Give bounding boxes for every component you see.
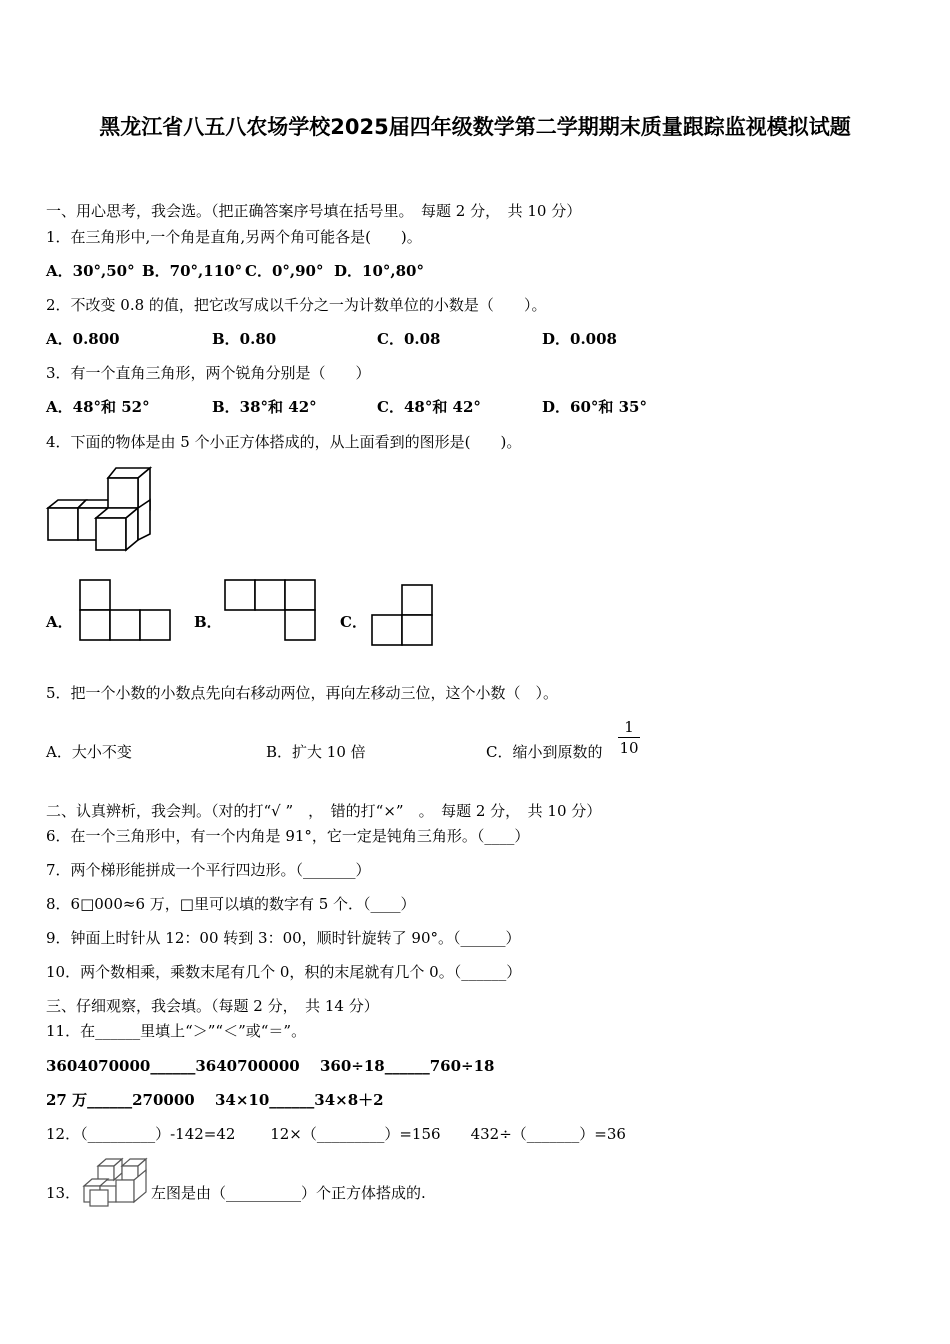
question-8: 8．6□000≈6 万，□里可以填的数字有 5 个．（____） [46,895,416,913]
question-7: 7．两个梯形能拼成一个平行四边形。（_______） [46,861,371,879]
question-12: 12．（_________）-142=42 12×（_________）=156 432÷（_______）=36 [46,1125,626,1143]
q4-option-c: C． [340,613,367,631]
q4-option-a-figure [78,578,172,642]
question-13-text: 左图是由（__________）个正方体搭成的. [151,1184,426,1202]
q5-option-b: B．扩大 10 倍 [266,743,366,761]
q1-option-c: C．0°,90° [245,262,324,280]
section-3-heading: 三、仔细观察，我会填。（每题 2 分， 共 14 分） [46,997,379,1015]
q1-option-b: B．70°,110° [142,262,243,280]
q5-option-a: A．大小不变 [46,743,132,761]
q1-option-d: D．10°,80° [334,262,424,280]
q4-option-b-figure [223,578,319,642]
question-5-stem: 5．把一个小数的小数点先向右移动两位，再向左移动三位，这个小数（ ）。 [46,684,559,702]
q3-option-a: A．48°和 52° [46,398,150,416]
q2-option-b: B．0.80 [212,330,277,348]
fraction-numerator: 1 [624,718,634,736]
question-2-stem: 2．不改变 0.8 的值，把它改写成以千分之一为计数单位的小数是（ ）。 [46,296,547,314]
fraction-denominator: 10 [619,739,639,757]
q2-option-a: A．0.800 [46,330,120,348]
question-3-stem: 3．有一个直角三角形，两个锐角分别是（ ） [46,364,371,382]
question-11-stem: 11．在______里填上“＞”“＜”或“＝”。 [46,1022,307,1040]
question-1-stem: 1．在三角形中,一个角是直角,另两个角可能各是( )。 [46,228,422,246]
question-11-row-2: 27 万______270000 34×10______34×8＋2 [46,1091,384,1109]
q3-option-c: C．48°和 42° [377,398,481,416]
question-6: 6．在一个三角形中，有一个内角是 91°，它一定是钝角三角形。（____） [46,827,530,845]
q4-option-b: B． [194,613,222,631]
page-title: 黑龙江省八五八农场学校2025届四年级数学第二学期期末质量跟踪监视模拟试题 [99,115,851,139]
q2-option-c: C．0.08 [377,330,441,348]
q2-option-d: D．0.008 [542,330,617,348]
question-4-stem: 4．下面的物体是由 5 个小正方体搭成的，从上面看到的图形是( )。 [46,433,522,451]
question-13-label: 13． [46,1184,81,1202]
question-11-row-1: 3604070000______3640700000 360÷18______760÷18 [46,1057,495,1075]
q4-option-c-figure [370,583,436,649]
question-10: 10．两个数相乘，乘数末尾有几个 0，积的末尾就有几个 0。（______） [46,963,522,981]
q5-option-c: C．缩小到原数的 [486,743,603,761]
q3-option-d: D．60°和 35° [542,398,647,416]
section-1-heading: 一、用心思考，我会选。（把正确答案序号填在括号里。 每题 2 分， 共 10 分） [46,202,582,220]
section-2-heading: 二、认真辨析，我会判。（对的打“√ ” ， 错的打“×” 。 每题 2 分， 共 10 分） [46,802,602,820]
q4-option-a: A． [46,613,73,631]
q1-option-a: A．30°,50° [46,262,135,280]
fraction-bar [618,737,640,738]
q13-cubes-figure [78,1156,152,1208]
q5-fraction [618,718,640,757]
q3-option-b: B．38°和 42° [212,398,317,416]
q4-cubes-figure [44,464,156,554]
question-9: 9．钟面上时针从 12：00 转到 3：00，顺时针旋转了 90°。（______） [46,929,521,947]
